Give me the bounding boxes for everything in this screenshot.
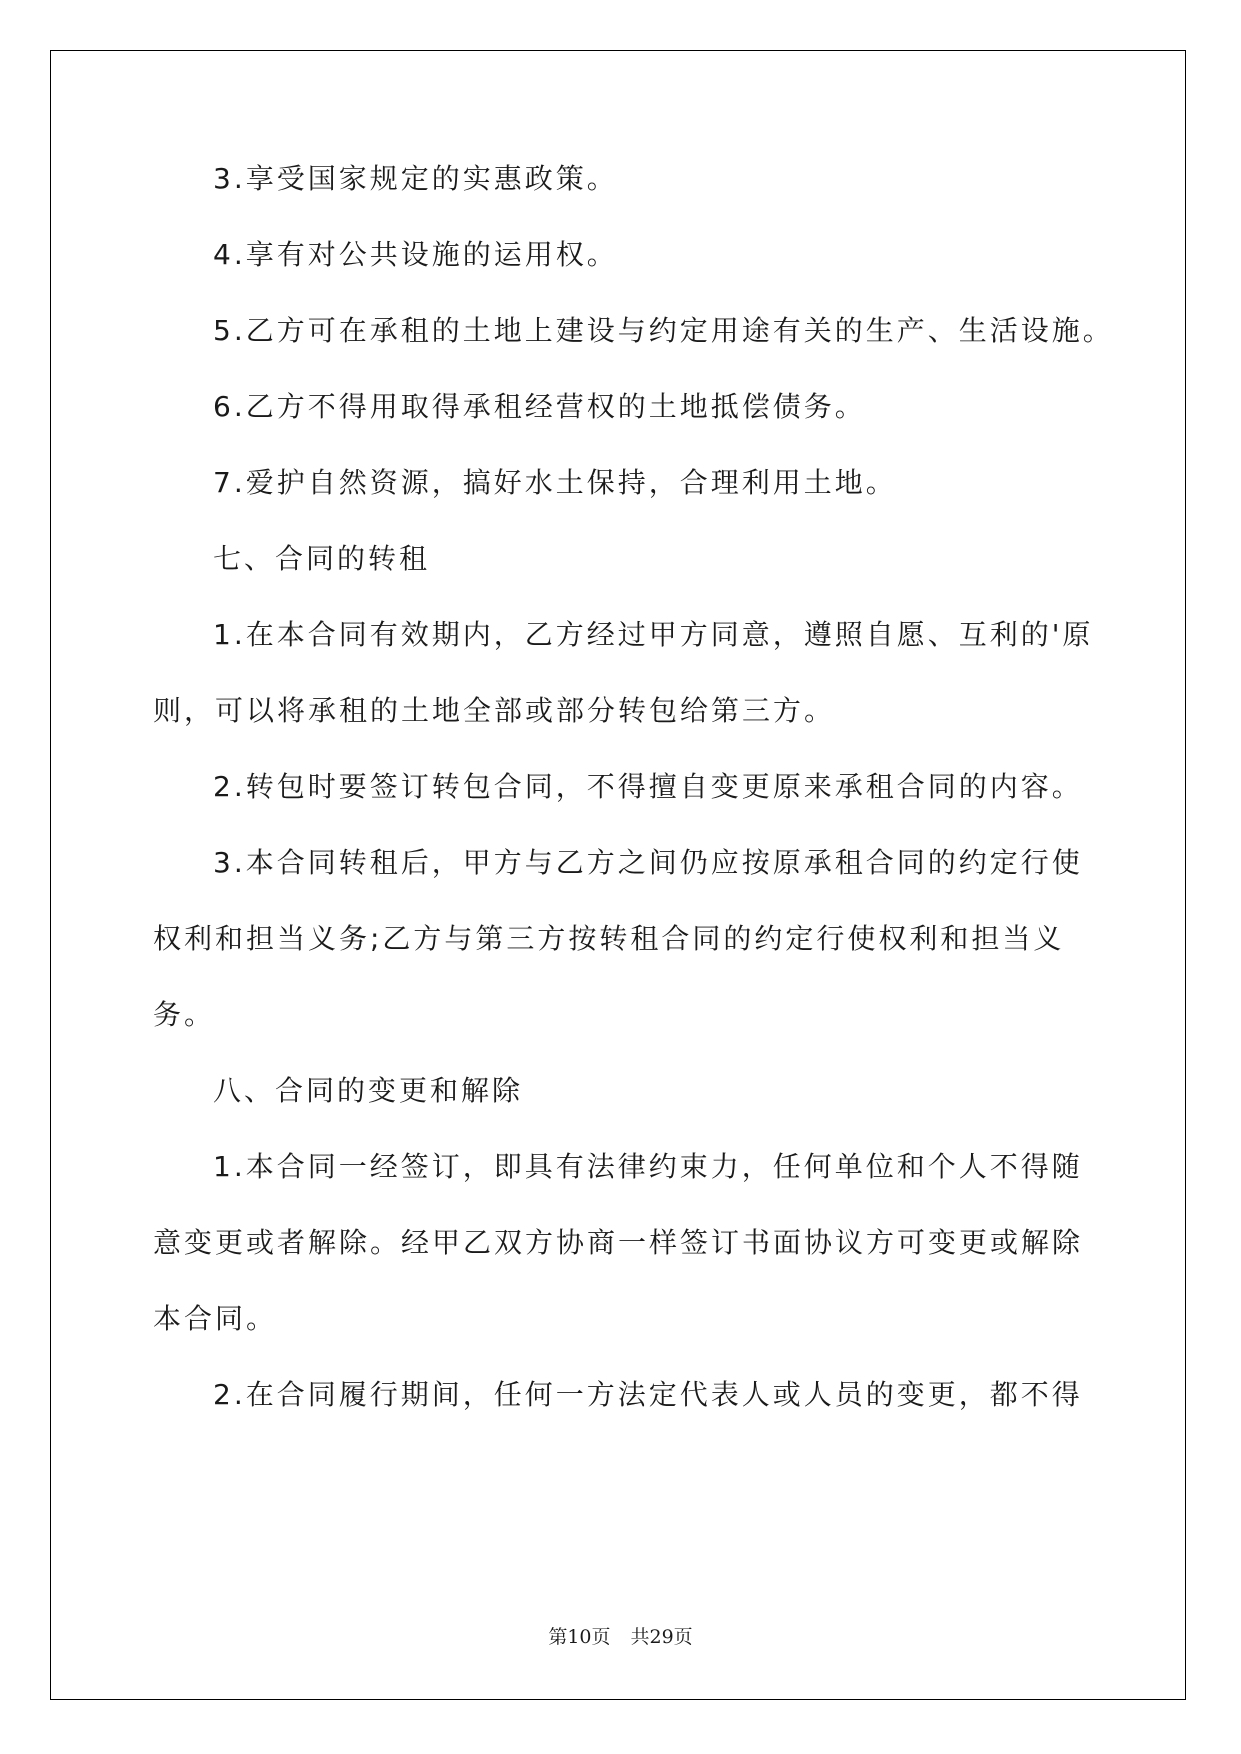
paragraph [153,1377,1083,1413]
text-line: 1.在本合同有效期内，乙方经过甲方同意，遵照自愿、互利的'原 [213,618,1094,651]
page-total: 共29页 [630,1626,693,1648]
text-line: 6.乙方不得用取得承租经营权的土地抵偿债务。 [213,390,866,423]
paragraph [153,769,1083,805]
text-line: 7.爱护自然资源，搞好水土保持，合理利用土地。 [213,466,897,499]
paragraph [153,161,1083,197]
page-number: 第10页 [548,1626,611,1648]
text-line: 2.转包时要签订转包合同，不得擅自变更原来承租合同的内容。 [213,770,1083,803]
text-line: 意变更或者解除。经甲乙双方协商一样签订书面协议方可变更或解除 [153,1226,1084,1259]
document-body [153,161,1114,1453]
paragraph [153,389,1083,425]
paragraph [153,237,1083,273]
section-heading [153,1073,1083,1109]
text-line: 3.享受国家规定的实惠政策。 [213,162,618,195]
text-line: 八、合同的变更和解除 [213,1074,524,1107]
text-line: 务。 [153,998,216,1031]
text-line: 2.在合同履行期间，任何一方法定代表人或人员的变更，都不得 [213,1378,1083,1411]
text-line: 本合同。 [153,1302,278,1335]
text-line: 权利和担当义务;乙方与第三方按转租合同的约定行使权利和担当义 [153,922,1065,955]
text-line: 3.本合同转租后，甲方与乙方之间仍应按原承租合同的约定行使 [213,846,1083,879]
paragraph [153,313,1114,349]
text-line: 5.乙方可在承租的土地上建设与约定用途有关的生产、生活设施。 [213,314,1114,347]
text-line: 4.享有对公共设施的运用权。 [213,238,618,271]
paragraph [153,1149,1083,1337]
page-footer [0,1622,1241,1649]
paragraph [153,845,1083,1033]
text-line: 七、合同的转租 [213,542,431,575]
text-line: 1.本合同一经签订，即具有法律约束力，任何单位和个人不得随 [213,1150,1083,1183]
paragraph [153,617,1094,729]
section-heading [153,541,1083,577]
text-line: 则，可以将承租的土地全部或部分转包给第三方。 [153,694,836,727]
paragraph [153,465,1083,501]
